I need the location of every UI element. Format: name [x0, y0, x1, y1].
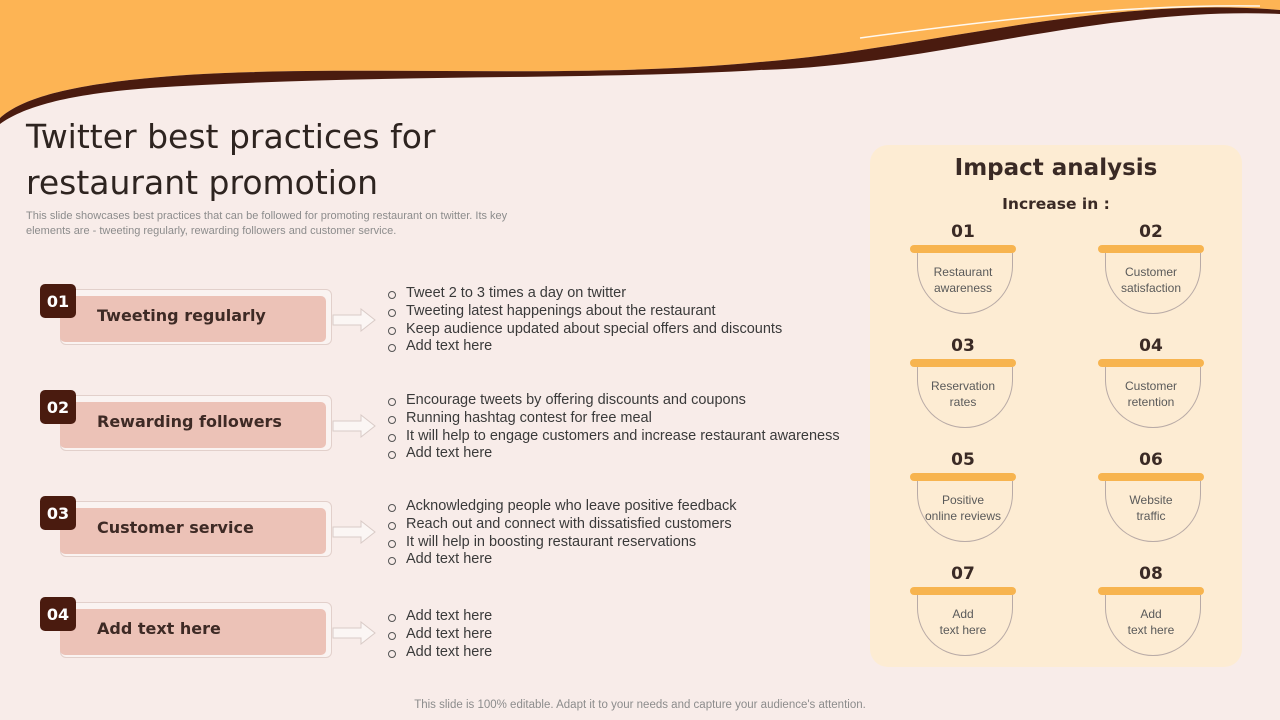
metric-bar — [910, 587, 1016, 595]
impact-subtitle: Increase in : — [1002, 195, 1110, 213]
practice-number-badge: 03 — [40, 496, 76, 530]
metric-bar — [910, 359, 1016, 367]
arrow-right-icon — [332, 414, 376, 438]
metric-number: 03 — [951, 336, 975, 356]
practice-label: Rewarding followers — [97, 412, 282, 431]
metric-bar — [1098, 587, 1204, 595]
bullet-item: Encourage tweets by offering discounts and coupons — [388, 392, 840, 410]
metric-label: Customer satisfaction — [1120, 265, 1182, 295]
impact-metric — [908, 450, 1018, 550]
metric-label: Website traffic — [1129, 493, 1173, 523]
practice-item — [40, 284, 940, 354]
header-wave-decoration — [0, 0, 1280, 130]
bullet-item: Running hashtag contest for free meal — [388, 410, 840, 428]
impact-metric — [1096, 450, 1206, 550]
metric-label: Positive online reviews — [924, 493, 1002, 523]
bullet-item: Add text here — [388, 644, 492, 662]
practice-number-badge: 04 — [40, 597, 76, 631]
practice-label: Add text here — [97, 619, 221, 638]
metric-number: 04 — [1139, 336, 1163, 356]
metric-bar — [910, 473, 1016, 481]
bullet-item: Acknowledging people who leave positive feedback — [388, 498, 737, 516]
bullet-item: Tweeting latest happenings about the restaurant — [388, 303, 782, 321]
impact-metric — [1096, 564, 1206, 664]
bullet-item: Add text here — [388, 338, 782, 356]
bullet-item: It will help in boosting restaurant reservations — [388, 534, 737, 552]
metric-number: 06 — [1139, 450, 1163, 470]
metric-label: Add text here — [939, 607, 987, 637]
bullet-item: Tweet 2 to 3 times a day on twitter — [388, 285, 782, 303]
metric-number: 01 — [951, 222, 975, 242]
bullet-item: It will help to engage customers and increase restaurant awareness — [388, 428, 840, 446]
impact-metric — [1096, 336, 1206, 436]
metric-number: 05 — [951, 450, 975, 470]
page-title: Twitter best practices for restaurant promotion — [26, 117, 436, 202]
practice-item — [40, 597, 940, 667]
practice-label: Tweeting regularly — [97, 306, 266, 325]
impact-metric — [908, 336, 1018, 436]
page-subtitle: This slide showcases best practices that can be followed for promoting restaurant on twitter. Its key elements are - tweeting regularly, rewarding followers and customer service. — [26, 210, 508, 237]
arrow-right-icon — [332, 308, 376, 332]
metric-number: 08 — [1139, 564, 1163, 584]
metric-bar — [1098, 359, 1204, 367]
practice-number-badge: 02 — [40, 390, 76, 424]
metric-label: Reservation rates — [930, 379, 996, 409]
impact-title: Impact analysis — [954, 155, 1158, 181]
arrow-right-icon — [332, 621, 376, 645]
bullet-item: Add text here — [388, 551, 737, 569]
bullet-item: Add text here — [388, 608, 492, 626]
arrow-right-icon — [332, 520, 376, 544]
metric-bar — [1098, 473, 1204, 481]
practice-bullets — [388, 392, 840, 463]
impact-metric — [908, 222, 1018, 322]
bullet-item: Add text here — [388, 445, 840, 463]
practice-item — [40, 496, 940, 566]
practice-bullets — [388, 498, 737, 569]
metric-label: Add text here — [1127, 607, 1175, 637]
impact-metric — [1096, 222, 1206, 322]
footer-note: This slide is 100% editable. Adapt it to your needs and capture your audience's attention. — [414, 699, 866, 711]
practice-number-badge: 01 — [40, 284, 76, 318]
impact-metric — [908, 564, 1018, 664]
impact-analysis-panel — [870, 145, 1242, 667]
bullet-item: Keep audience updated about special offers and discounts — [388, 321, 782, 339]
metric-bar — [910, 245, 1016, 253]
bullet-item: Add text here — [388, 626, 492, 644]
metric-number: 02 — [1139, 222, 1163, 242]
metric-label: Customer retention — [1124, 379, 1177, 409]
metric-bar — [1098, 245, 1204, 253]
practice-bullets — [388, 285, 782, 356]
bullet-item: Reach out and connect with dissatisfied customers — [388, 516, 737, 534]
metric-number: 07 — [951, 564, 975, 584]
metric-label: Restaurant awareness — [933, 265, 993, 295]
practice-item — [40, 390, 940, 460]
practice-label: Customer service — [97, 518, 254, 537]
practice-bullets — [388, 608, 492, 661]
